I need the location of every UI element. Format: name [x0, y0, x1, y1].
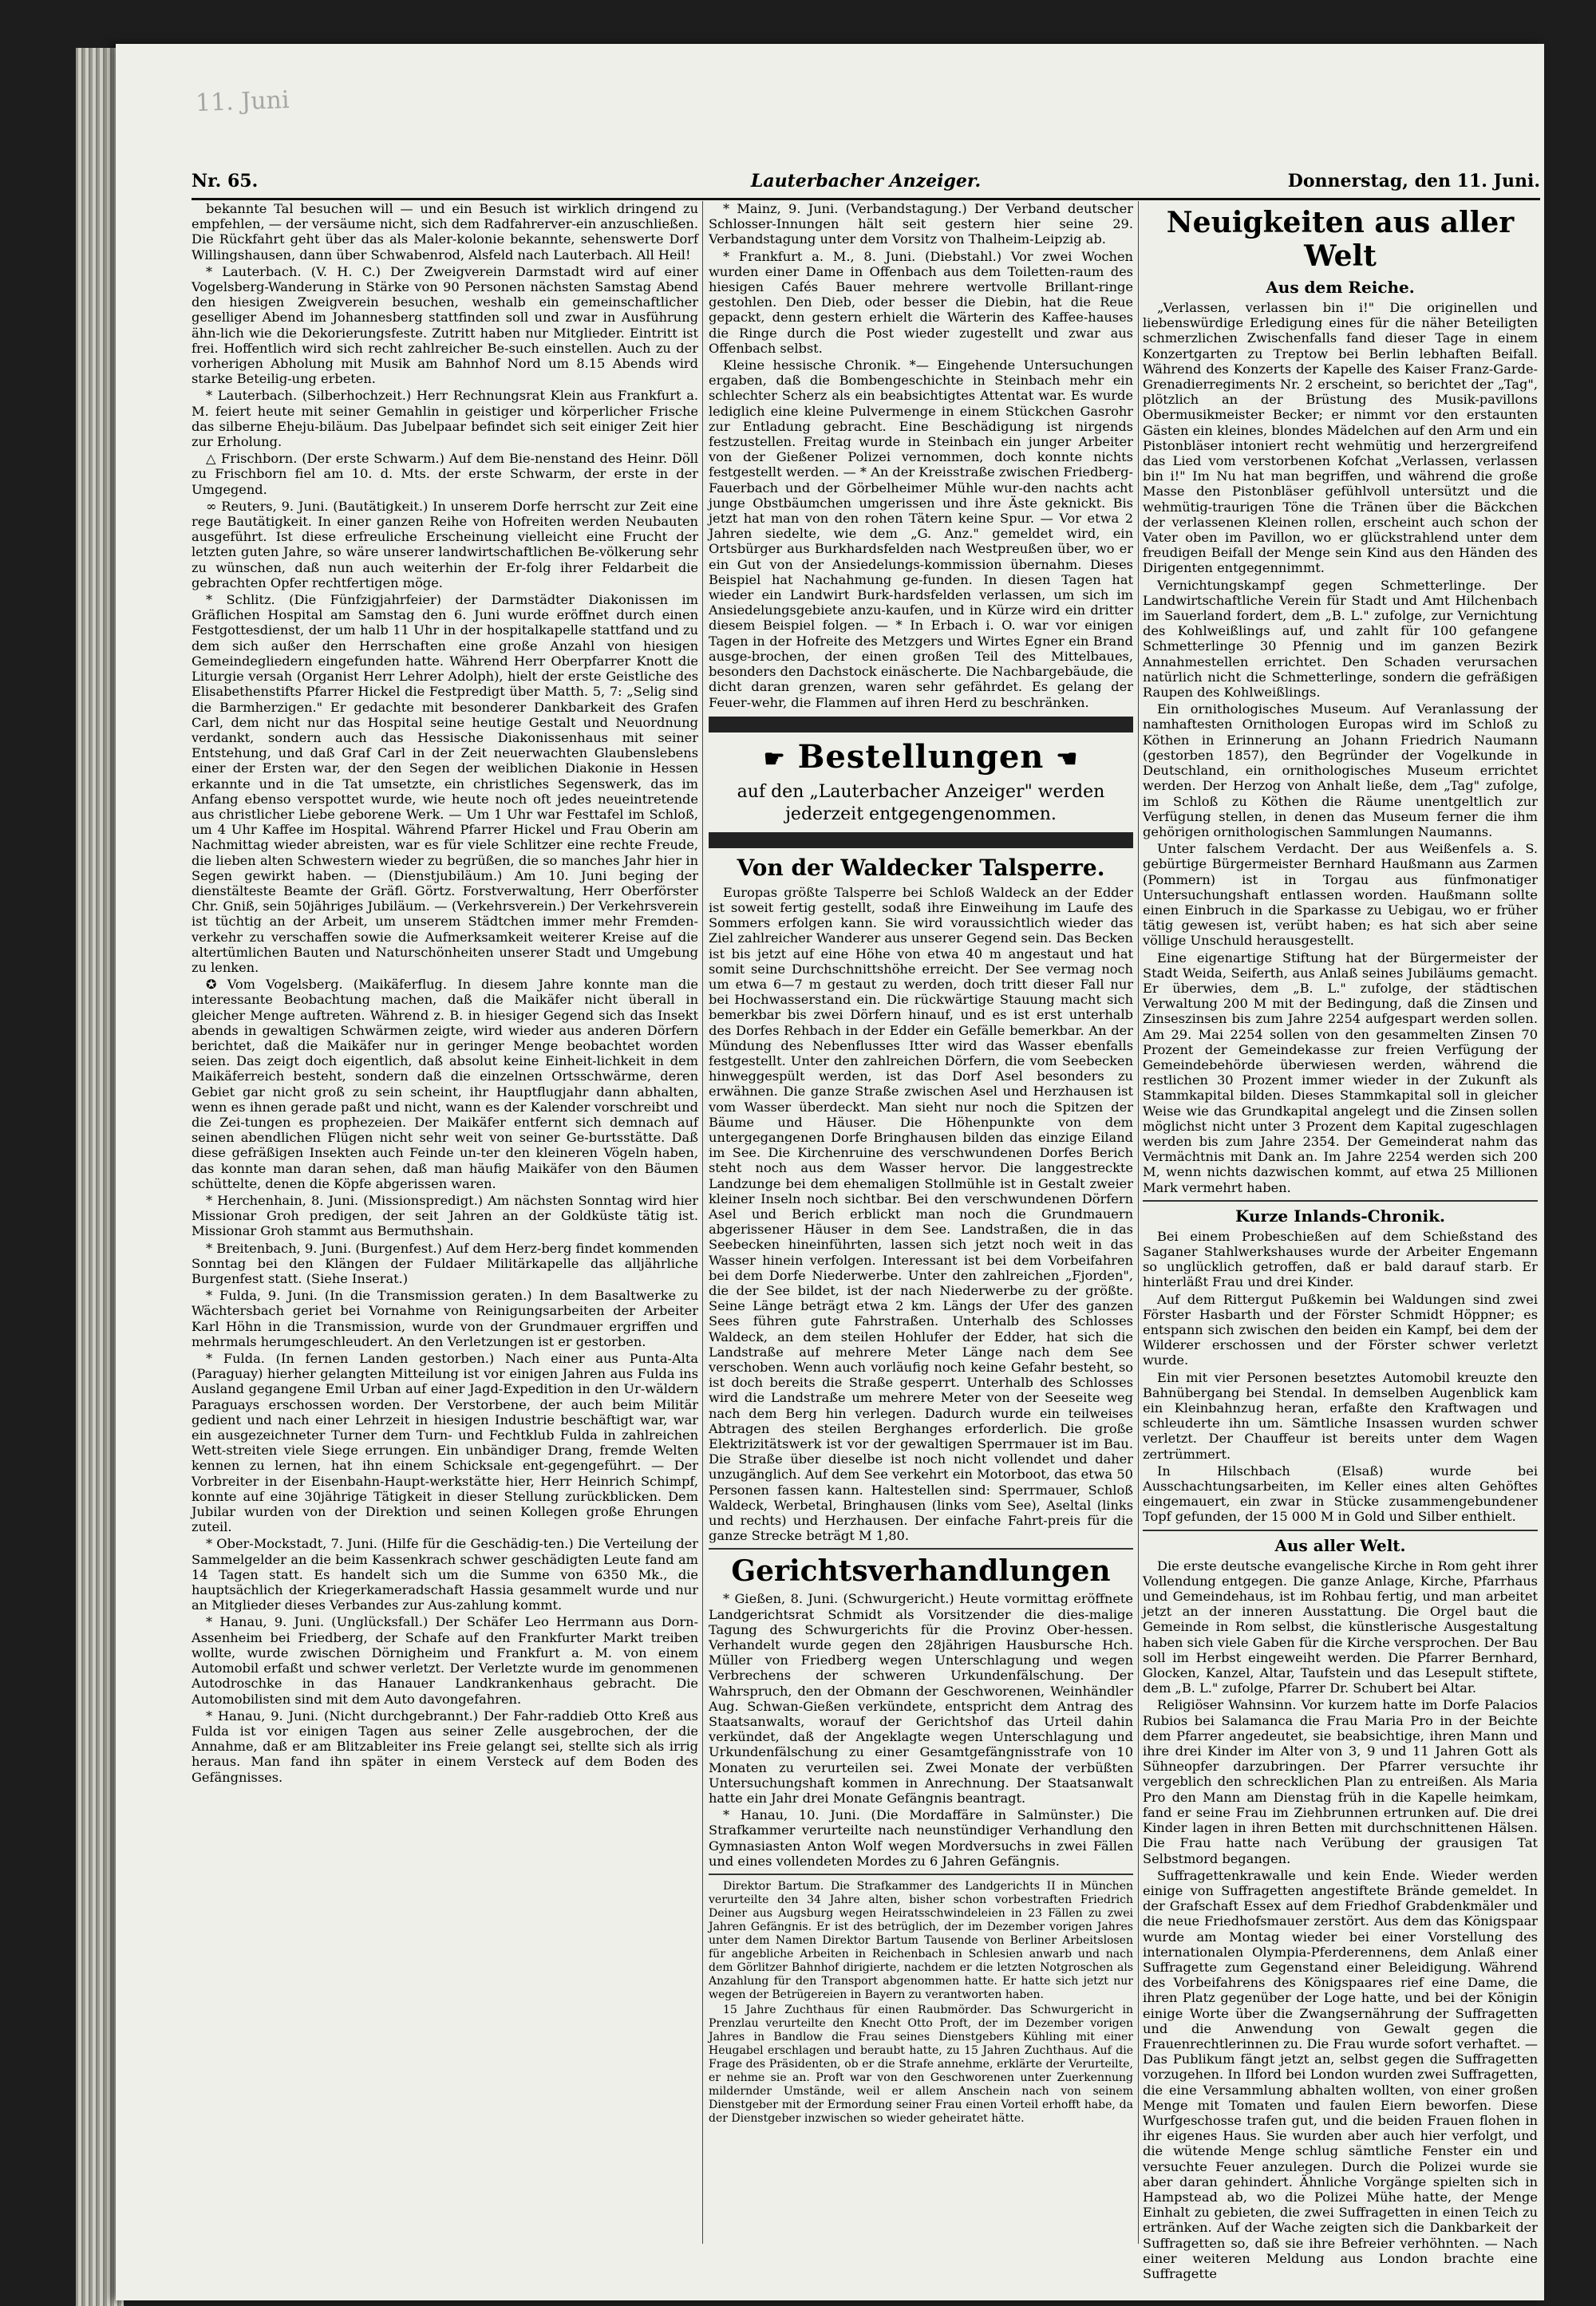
article: Bei einem Probeschießen auf dem Schießstand des Saganer Stahlwerkshauses wurde der Arbeiter Engemann so unglücklich getroffen, daß er bald darauf starb. Er hinterläßt Frau und drei Kinder.: [1143, 1228, 1538, 1290]
article: Unter falschem Verdacht. Der aus Weißenfels a. S. gebürtige Bürgermeister Bernhard Haußmann aus Zarmen (Pommern) ist in Torgau aus fünfmonatiger Untersuchungshaft entlassen worden. Haußmann sollte einen Einbruch in die Sparkasse zu Uebigau, wo er früher tätig gewesen ist, verübt haben; es hat sich aber seine völlige Unschuld herausgestellt.: [1143, 841, 1538, 949]
divider: [709, 1874, 1133, 1875]
article: ✪ Vom Vogelsberg. (Maikäferflug. In diesem Jahre konnte man die interessante Beobachtung machen, daß die Maikäfer nicht überall in gleicher Menge auftreten. Während z. B. in hiesiger Gegend sich das Insekt abends in gewaltigen Schwärmen zeigte, wird wieder aus anderen Dörfern berichtet, daß die Maikäfer nur in geringer Menge beobachtet worden seien. Das zeigt doch eigentlich, daß absolut keine Einheit-lichkeit in dem Maikäferreich besteht, sondern daß die einzelnen Ortsschwärme, deren Gebiet gar nicht groß zu sein scheint, ihr Hauptflugjahr dann abhalten, wenn es ihnen gerade paßt und nicht, wann es der Kalender vorschreibt und die Zei-tungen es prophezeien. Der Maikäfer entfernt sich demnach auf seinen abendlichen Flügen nicht sehr weit von seiner Ge-burtsstätte. Daß diese gefräßigen Insekten auch Feinde un-ter den kleineren Vögeln haben, das konnte man daran sehen, daß man häufig Maikäfer von den Bäumen schüttelte, denen die Köpfe abgerissen waren.: [192, 977, 698, 1191]
article: Religiöser Wahnsinn. Vor kurzem hatte im Dorfe Palacios Rubios bei Salamanca die Frau Maria Pro in der Beichte dem Pfarrer angedeutet, sie beabsichtige, ihren Mann und ihre drei Kinder im Alter von 3, 9 und 11 Jahren Gott als Sühneopfer darzubringen. Der Pfarrer versuchte ihr vergeblich den schrecklichen Plan zu entreißen. Als Maria Pro den Mann am Dienstag früh in die Kapelle heimkam, fand er seine Frau im Ziehbrunnen ertrunken auf. Die drei Kinder lagen in ihren Betten mit durchschnittenen Hälsen. Die Frau hatte nach Verübung der grausigen Tat Selbstmord begangen.: [1143, 1697, 1538, 1866]
column-rule: [702, 201, 703, 2244]
article: * Schlitz. (Die Fünfzigjahrfeier) der Darmstädter Diakonissen im Gräflichen Hospital am Samstag den 6. Juni wurde eröffnet durch einen Festgottesdienst, der um halb 11 Uhr in der hospitalkapelle stattfand und zu dem sich außer den Herrschaften eine große Anzahl von hiesigen Gemeindegliedern eingefunden hatte. Während Herr Oberpfarrer Knott die Liturgie versah (Organist Herr Lehrer Adolph), hielt der erste Geistliche des Elisabethenstifts Pfarrer Hickel die Festpredigt über Matth. 5, 7: „Selig sind die Barmherzigen." Er gedachte mit besonderer Dankbarkeit des Grafen Carl, dem nicht nur das Hospital seine heutige Gestalt und Neuordnung verdankt, sondern auch das Hessische Diakonissenhaus mit seiner Entstehung, und daß Graf Carl in der Zeit neuerwachten Glaubenslebens einer der Ersten war, der den Segen der weiblichen Diakonie in Hessen erkannte und in die Tat umsetzte, ein christliches Segenswerk, das im Anfang ebenso verspottet wurde, wie heute noch oft jedes neueintretende aus christlicher Liebe geborene Werk. — Um 1 Uhr war Festtafel im Schloß, um 4 Uhr Kaffee im Hospital. Während Pfarrer Hickel und Frau Oberin am Nachmittag wieder abreisten, war es für viele Schlitzer eine rechte Freude, die lieben alten Schwestern wieder zu begrüßen, die so manches Jahr hier in Segen gewirkt haben. — (Dienstjubiläum.) Am 10. Juni beging der dienstälteste Beamte der Gräfl. Görtz. Forstverwaltung, Herr Oberförster Chr. Gniß, sein 50jähriges Jubiläum. — (Verkehrsverein.) Der Verkehrsverein ist tüchtig an der Arbeit, um unserem Städtchen immer mehr Fremden-verkehr zu verschaffen sowie die Aufmerksamkeit weiterer Kreise auf die altertümlichen Bauten und Naturschönheiten unserer Stadt und Umgebung zu lenken.: [192, 592, 698, 975]
column-rule: [1138, 201, 1139, 2244]
article: * Fulda, 9. Juni. (In die Transmission geraten.) In dem Basaltwerke zu Wächtersbach geriet bei Vornahme von Reinigungsarbeiten der Arbeiter Karl Höhn in die Transmission, wurde von der Grundmauer ergriffen und mehrmals herumgeschleudert. An den Verletzungen ist er gestorben.: [192, 1288, 698, 1349]
article: * Breitenbach, 9. Juni. (Burgenfest.) Auf dem Herz-berg findet kommenden Sonntag bei den Klängen der Fuldaer Militärkapelle das alljährliche Burgenfest statt. (Siehe Inserat.): [192, 1240, 698, 1287]
ad-bar-bottom: [709, 832, 1133, 848]
article: ∞ Reuters, 9. Juni. (Bautätigkeit.) In unserem Dorfe herrscht zur Zeit eine rege Bautätigkeit. In einer ganzen Reihe von Hofreiten werden Neubauten ausgeführt. Ist diese erfreuliche Erscheinung vielleicht eine Frucht der letzten guten Jahre, so wäre unserer landwirtschaftlichen Be-völkerung sehr zu wünschen, daß nun auch weiterhin der Er-folg ihrer Feldarbeit die gebrachten Opfer rechtfertigen möge.: [192, 498, 698, 590]
ad-title: ☛ Bestellungen ☚: [763, 737, 1079, 776]
divider: [709, 1548, 1133, 1550]
article: Auf dem Rittergut Pußkemin bei Waldungen sind zwei Förster Hasbarth und der Förster Schmidt Höppner; es entspann sich zwischen den beiden ein Kampf, bei dem der Wilderer erschossen und der Förster schwer verletzt wurde.: [1143, 1291, 1538, 1368]
section-title: Aus aller Welt.: [1274, 1535, 1406, 1555]
issue-number: Nr. 65.: [192, 171, 259, 192]
article: * Lauterbach. (V. H. C.) Der Zweigverein Darmstadt wird auf einer Vogelsberg-Wanderung in Stärke von 90 Personen nächsten Samstag Abend den hiesigen Zweigverein besuchen, weshalb ein gemeinschaftlicher geselliger Abend im Johannesberg stattfinden soll und zwar in Ausführung ähn-lich wie die Dekorierungsfeste. Zutritt haben nur Mitglieder. Eintritt ist frei. Hoffentlich wird sich recht zahlreicher Be-such einstellen. Auch zu der vorherigen Abholung mit Musik am Bahnhof Nord um 8.15 Abends wird starke Beteilig-ung erbeten.: [192, 263, 698, 387]
article: * Hanau, 10. Juni. (Die Mordaffäre in Salmünster.) Die Strafkammer verurteilte nach neunstündiger Verhandlung den Gymnasiasten Anton Wolf wegen Mordversuchs in zwei Fällen und eines vollendeten Mordes zu 6 Jahren Gefängnis.: [709, 1807, 1133, 1869]
article: * Herchenhain, 8. Juni. (Missionspredigt.) Am nächsten Sonntag wird hier Missionar Groh predigen, der seit Jahren an der Goldküste tätig ist. Missionar Groh stammt aus Bermuthshain.: [192, 1193, 698, 1239]
article: * Lauterbach. (Silberhochzeit.) Herr Rechnungsrat Klein aus Frankfurt a. M. feiert heute mit seiner Gemahlin in geistiger und körperlicher Frische das silberne Eheju-biläum. Das Jubelpaar befindet sich seit einiger Zeit hier zur Erholung.: [192, 388, 698, 450]
section-title: Gerichtsverhandlungen: [731, 1554, 1111, 1589]
article: Vernichtungskampf gegen Schmetterlinge. Der Landwirtschaftliche Verein für Stadt und Amt Hilchenbach im Sauerland fordert, dem „B. L." zufolge, zur Vernichtung des Kohlweißlings auf, und zahlt für 100 gefangene Schmetterlinge 30 Pfennig und im ganzen Bezirk Annahmestellen errichtet. Den Schaden verursachen natürlich nicht die Schmetterlinge, sondern die gefräßigen Raupen des Kohlweißlings.: [1143, 577, 1538, 701]
section-subtitle: Aus dem Reiche.: [1266, 278, 1415, 297]
issue-date: Donnerstag, den 11. Juni.: [1287, 171, 1540, 192]
article: Suffragettenkrawalle und kein Ende. Wieder werden einige von Suffragetten angestiftete Brände gemeldet. In der Grafschaft Essex auf dem Friedhof Grabdenkmäler und die neue Friedhofsmauer zerstört. Aus dem das Königspaar wurde am Montag wieder bei einer Vorstellung des internationalen Olympia-Pferderennens, dem Anlaß einer Suffragette zum Gegenstand einer Beleidigung. Während des Vorbeifahrens des Königspaares rief eine Dame, die ihren Platz gegenüber der Loge hatte, und bei der Königin einige Worte über die Zwangsernährung der Suffragetten und die Anwendung von Gewalt gegen die Frauenrechtlerinnen zu. Die Frau wurde sofort verhaftet. — Das Publikum fängt jetzt an, selbst gegen die Suffragetten vorzugehen. In Ilford bei London wurden zwei Suffragetten, die eine Versammlung abhalten wollten, von einer großen Menge mit Tomaten und faulen Eiern beworfen. Diese Wurfgeschosse trafen gut, und die beiden Frauen flohen in ihr eigenes Haus. Sie wurden aber auch hier verfolgt, und die wütende Menge schlug sämtliche Fenster ein und versuchte Feuer anzulegen. Durch die Polizei wurde sie aber daran gehindert. Ähnliche Vorgänge spielten sich in Hampstead ab, wo die Polizei Mühe hatte, der Menge Einhalt zu gebieten, die zwei Suffragetten in einen Teich zu ertränken. Auf der Wache zeigten sich die Dankbarkeit der Suffragetten so, daß sie ihre Befreier verhöhnten. — Nach einer weiteren Meldung aus London brachte eine Suffragette: [1143, 1867, 1538, 2281]
article: Die erste deutsche evangelische Kirche in Rom geht ihrer Vollendung entgegen. Die ganze Anlage, Kirche, Pfarrhaus und Gemeindehaus, ist im Rohbau fertig, und man arbeitet jetzt an der inneren Ausstattung. Die Orgel baut die Gemeinde in Rom selbst, die künstlerische Ausgestaltung haben sich viele Gaben für die Kirche versprochen. Der Bau soll im Herbst eingeweiht werden. Die Pfarrer Bernhard, Glocken, Kanzel, Altar, Taufstein und das Lesepult stiftete, dem „B. L." zufolge, Pfarrer Dr. Schubert bei Altar.: [1143, 1558, 1538, 1696]
column-center: [709, 201, 1133, 2244]
divider: [1143, 1530, 1538, 1531]
article: Kleine hessische Chronik. *— Eingehende Untersuchungen ergaben, daß die Bombengeschichte in Steinbach mehr ein schlechter Scherz als ein beabsichtigtes Attentat war. Es wurde lediglich eine kleine Pulvermenge in einem Stückchen Gasrohr zur Entladung gebracht. Eine Beschädigung ist nirgends festzustellen. Freitag wurde in Steinbach ein junger Arbeiter von der Gießener Polizei vernommen, doch konnte nichts festgestellt werden. — * An der Kreisstraße zwischen Friedberg-Fauerbach und der Görbelheimer Mühle wur-den nachts acht junge Obstbäumchen umgerissen und ihre Äste geknickt. Bis jetzt hat man von den rohen Tätern keine Spur. — Vor etwa 2 Jahren siedelte, wie dem „G. Anz." gemeldet wird, ein Ortsbürger aus Burkhardsfelden nach Westpreußen über, wo er ein Gut von der Ansiedelungs-kommission übernahm. Dieses Beispiel hat Nachahmung ge-funden. In diesen Tagen hat wieder ein Landwirt Burk-hardsfelden verlassen, um sich im Ansiedelungsgebiete anzu-kaufen, und in Kürze wird ein dritter diesem Beispiel folgen. — * In Erbach i. O. war vor einigen Tagen in der Hofreite des Metzgers und Wirtes Egner ein Brand ausge-brochen, der einen großen Teil des Mittelbaues, besonders den Dachstock einäscherte. Die Nachbargebäude, die dicht daran grenzen, waren sehr gefährdet. Es gelang der Feuer-wehr, die Flammen auf ihren Herd zu beschränken.: [709, 357, 1133, 710]
article: Direktor Bartum. Die Strafkammer des Landgerichts II in München verurteilte den 34 Jahre alten, bisher schon vorbestraften Friedrich Deiner aus Augsburg wegen Heiratsschwindeleien in 23 Fällen zu zwei Jahren Gefängnis. Er ist des betrüglich, der im Dezember vorigen Jahres unter dem Namen Direktor Bartum Tausende von Berliner Arbeitslosen für angebliche Arbeiten in Reichenbach in Schlesien anwarb und nach dem Görlitzer Bahnhof dirigierte, nachdem er die letzten Notgroschen als Anzahlung für den Transport abgenommen hatte. Er hatte sich jetzt nur wegen der Betrügereien in Bayern zu verantworten haben.: [709, 1880, 1133, 2002]
ad-text: auf den „Lauterbacher Anzeiger" werden jederzeit entgegengenommen.: [737, 781, 1105, 824]
article: Europas größte Talsperre bei Schloß Waldeck an der Edder ist soweit fertig gestellt, sodaß ihre Einweihung im Laufe des Sommers erfolgen kann. Sie wird voraussichtlich wieder das Ziel zahlreicher Wanderer aus unserer Gegend sein. Das Becken ist bis jetzt auf eine Höhe von etwa 40 m angestaut und hat somit seine Durchschnittshöhe erreicht. Der See vermag noch um etwa 6—7 m gestaut zu werden, doch tritt dieser Fall nur bei Hochwasserstand ein. Die rückwärtige Stauung macht sich bemerkbar bis zwei Dörfern hinauf, und es ist erst unterhalb des Dorfes Rehbach in der Edder ein Gefälle bemerkbar. An der Mündung des Nebenflusses Itter wird das Wasser ebenfalls festgestellt. Unter den zahlreichen Dörfern, die vom Seebecken hinweggespült werden, ist das Dorf Asel besonders zu erwähnen. Die ganze Straße zwischen Asel und Herzhausen ist vom Wasser überdeckt. Man sieht nur noch die Spitzen der Bäume und Häuser. Die Höhenpunkte von dem untergegangenen Dorfe Bringhausen bilden das einzige Eiland im See. Die Kirchenruine des verschwundenen Dorfes Berich steht noch aus dem Wasser hervor. Die langgestreckte Landzunge bei dem ehemaligen Stollmühle ist in Gestalt zweier kleiner Inseln noch sichtbar. Bei den verschwundenen Dörfern Asel und Berich erblickt man noch die Grundmauern abgerissener Häuser in dem See. Landstraßen, die in das Seebecken hineinführten, lassen sich jetzt noch weit in das Wasser hinein verfolgen. Interessant ist bei dem Vorbeifahren bei dem Dorfe Niederwerbe. Unter den zahlreichen „Fjorden", die der See bildet, ist der nach Niederwerbe zu der größte. Seine Länge beträgt etwa 2 km. Längs der Ufer des ganzen Sees führen gute Fahrstraßen. Unterhalb des Schlosses Waldeck, an dem steilen Hohlufer der Edder, hat sich die Landstraße auf mehrere Meter Länge nach dem See verschoben. Wenn auch vorläufig noch keine Gefahr besteht, so ist doch bereits die Straße gesperrt. Unterhalb des Schlosses wird die Landstraße um mehrere Meter von der Seeseite weg nach dem Berg hin verlegen. Dadurch wurde ein teilweises Abtragen des steilen Berghanges erforderlich. Die große Elektrizitätswerk ist vor der gewaltigen Sperrmauer ist im Bau. Die Straße über dieselbe ist noch nicht vollendet und daher unzugänglich. Auf dem See verkehrt ein Motorboot, das etwa 50 Personen fassen kann. Haltestellen sind: Sperrmauer, Schloß Waldeck, Werbetal, Bringhausen (links vom See), Aseltal (links und rechts) und Herzhausen. Der einfache Fahrt-preis für die ganze Strecke beträgt M 1,80.: [709, 884, 1133, 1544]
ad-bar-top: [709, 717, 1133, 732]
article: * Mainz, 9. Juni. (Verbandstagung.) Der Verband deutscher Schlosser-Innungen hält seit gestern hier seine 29. Verbandstagung unter dem Vorsitz von Thalheim-Leipzig ab.: [709, 201, 1133, 247]
section-title: Kurze Inlands-Chronik.: [1235, 1206, 1445, 1226]
article: * Frankfurt a. M., 8. Juni. (Diebstahl.) Vor zwei Wochen wurden einer Dame in Offenbach aus dem Toiletten-raum des hiesigen Cafés Bauer mehrere wertvolle Brillant-ringe gestohlen. Den Dieb, oder besser die Diebin, hat die Reue gepackt, denn gestern erhielt die Wärterin des Kaffee-hauses die Ringe durch die Post wieder zugestellt und zwar aus Offenbach selbst.: [709, 248, 1133, 356]
column-world-news: [1143, 201, 1538, 2281]
article: * Hanau, 9. Juni. (Nicht durchgebrannt.) Der Fahr-raddieb Otto Kreß aus Fulda ist vor einigen Tagen aus seiner Zelle ausgebrochen, der die Annahme, daß er am Blitzableiter ins Freie gelangt sei, stellte sich als irrig heraus. Man fand ihn später in einem Versteck auf dem Boden des Gefängnisses.: [192, 1708, 698, 1785]
article: bekannte Tal besuchen will — und ein Besuch ist wirklich dringend zu empfehlen, — der versäume nicht, sich dem Radfahrerver-ein anzuschließen. Die Rückfahrt geht über das als Maler-kolonie bekannte, sehenswerte Dorf Willingshausen, dann über Schwabenrod, Alsfeld nach Lauterbach. All Heil!: [192, 201, 698, 263]
article: △ Frischborn. (Der erste Schwarm.) Auf dem Bie-nenstand des Heinr. Döll zu Frischborn fiel am 10. d. Mts. der erste Schwarm, der erste in der Umgegend.: [192, 451, 698, 497]
paper-title: Lauterbacher Anzeiger.: [750, 171, 982, 192]
article: Ein ornithologisches Museum. Auf Veranlassung der namhaftesten Ornithologen Europas wird im Schloß zu Köthen in Erinnerung an Johann Friedrich Naumann (gestorben 1857), den Begründer der Vogelkunde in Deutschland, ein ornithologisches Museum errichtet werden. Der Herzog von Anhalt ließe, dem „Tag" zufolge, im Schloß zu Köthen die Räume unentgeltlich zur Verfügung stellen, in denen das Museum ferner die ihm gehörigen ornithologischen Sammlungen Naumanns.: [1143, 701, 1538, 839]
masthead: [192, 168, 1540, 200]
article: * Fulda. (In fernen Landen gestorben.) Nach einer aus Punta-Alta (Paraguay) hierher gelangten Mitteilung ist vor einigen Jahren aus Fulda ins Ausland gegangene Emil Urban auf einer Jagd-Expedition in den Ur-wäldern Paraguays erschossen worden. Der Verstorbene, der auch beim Militär gedient und nach einer Lehrzeit in hiesigen Industrie beschäftigt war, war ein ausgezeichneter Turner dem Turn- und Fechtklub Fulda in zahlreichen Wett-streiten viele Siege errungen. Ein unbändiger Drang, fremde Welten kennen zu lernen, hat ihn einem Schicksale ent-gegengeführt. — Der Vorbreiter in der Eisenbahn-Haupt-werkstätte hier, Herr Heinrich Schimpf, konnte auf eine 30jährige Tätigkeit in dieser Stellung zurückblicken. Dem Jubilar wurden von der Direktion und seinen Kollegen große Ehrungen zuteil.: [192, 1351, 698, 1535]
pointing-hand-icon: ☛: [763, 744, 786, 773]
section-title: Neuigkeiten aus aller Welt: [1166, 206, 1515, 273]
article: Ein mit vier Personen besetztes Automobil kreuzte den Bahnübergang bei Stendal. In demselben Augenblick kam ein Kleinbahnzug heran, erfaßte den Kraftwagen und schleuderte ihn um. Sämtliche Insassen wurden schwer verletzt. Der Chauffeur ist bereits unter dem Wagen zertrümmert.: [1143, 1369, 1538, 1462]
article: Eine eigenartige Stiftung hat der Bürgermeister der Stadt Weida, Seiferth, aus Anlaß seines Jubiläums gemacht. Er überwies, dem „B. L." zufolge, der städtischen Verwaltung 200 M mit der Bedingung, daß die Zinsen und Zinseszinsen bis zum Jahre 2254 aufgespart werden sollen. Am 29. Mai 2254 sollen von den gesammelten Zinsen 70 Prozent der Gemeindekasse zur freien Verfügung der Gemeindebehörde überwiesen werden, während die restlichen 30 Prozent immer wieder in der Zukunft als Stammkapital bilden. Dieses Stammkapital soll in gleicher Weise wie das Grundkapital angelegt und die Zinsen sollen möglichst nicht unter 3 Prozent dem Kapital zugeschlagen werden bis zum Jahre 2354. Der Gemeinderat nahm das Vermächtnis mit Dank an. Im Jahre 2254 werden sich 200 M, wenn nichts dazwischen kommt, auf etwa 25 Millionen Mark vermehrt haben.: [1143, 950, 1538, 1195]
article: * Hanau, 9. Juni. (Unglücksfall.) Der Schäfer Leo Herrmann aus Dorn-Assenheim bei Friedberg, der Schafe auf den Frankfurter Markt treiben wollte, wurde zwischen Dörnigheim und Frankfurt a. M. von einem Automobil erfaßt und schwer verletzt. Der Verletzte wurde im genommenen Autodroschke in das Hanauer Landkrankenhaus gebracht. Die Automobilisten sind mit dem Auto davongefahren.: [192, 1614, 698, 1707]
column-local-news: [192, 201, 698, 2244]
article: 15 Jahre Zuchthaus für einen Raubmörder. Das Schwurgericht in Prenzlau verurteilte den Knecht Otto Proft, der im Dezember vorigen Jahres in Bandlow die Frau seines Dienstgebers Kühling mit einer Heugabel erschlagen und beraubt hatte, zu 15 Jahren Zuchthaus. Auf die Frage des Präsidenten, ob er die Strafe annehme, erklärte der Verurteilte, er nehme sie an. Proft war von den Geschworenen unter Zuerkennung mildernder Umstände, weil er allem Anschein nach von seinem Dienstgeber mit der Ermordung seiner Frau einen Vorteil erhofft habe, da der Dienstgeber inzwischen so wieder geheiratet hätte.: [709, 2004, 1133, 2126]
article: In Hilschbach (Elsaß) wurde bei Ausschachtungsarbeiten, im Keller eines alten Gehöftes eingemauert, ein zwar in Stücke zusammengebundener Topf gefunden, der 15 000 M in Gold und Silber enthielt.: [1143, 1463, 1538, 1525]
article: * Gießen, 8. Juni. (Schwurgericht.) Heute vormittag eröffnete Landgerichtsrat Schmidt als Vorsitzender die dies-malige Tagung des Schwurgerichts für die Provinz Ober-hessen. Verhandelt wurde gegen den 28jährigen Hausbursche Hch. Müller von Friedberg wegen Unterschlagung und wegen Verbrechens der schweren Urkundenfälschung. Der Wahrspruch, den der Obmann der Geschworenen, Weinhändler Aug. Schwan-Gießen verkündete, entspricht dem Antrag des Staatsanwalts, worauf der Gerichtshof das Urteil dahin verkündet, daß der Angeklagte wegen Unterschlagung und Urkundenfälschung zu einer Gesamtgefängnisstrafe von 10 Monaten zu verurteilen sei. Zwei Monate der verbüßten Untersuchungshaft kommen in Anrechnung. Der Staatsanwalt hatte ein Jahr drei Monate Gefängnis beantragt.: [709, 1591, 1133, 1806]
handwritten-stamp: 11. Juni: [195, 85, 290, 118]
divider: [1143, 1200, 1538, 1202]
pointing-hand-icon: ☚: [1056, 744, 1079, 773]
article: „Verlassen, verlassen bin i!" Die originellen und liebenswürdige Erledigung eines für die näher Beteiligten schmerzlichen Zwischenfalls fand dieser Tage in einem Konzertgarten zu Treptow bei Berlin lebhaften Beifall. Während des Konzerts der Kapelle des Kaiser Franz-Garde-Grenadierregiments Nr. 2 erscheint, so berichtet der „Tag", plötzlich an der Brüstung des Musik-pavillons Obermusikmeister Becker; er nimmt vor den erstaunten Gästen ein kleines, blondes Mädelchen auf den Arm und ein Pistonbläser intoniert recht wehmütig und herzergreifend das Lied vom verstorbenen Kofchat „Verlassen, verlassen bin i!" Im Nu hat man begriffen, und während die große Masse den Pistonbläser gefühlvoll untersützt und die wehmütig-traurigen Töne die Tränen über die Bäckchen der verlassenen Kleinen rollen, erscheint auch schon der Vater oben im Pavillon, wo er glückstrahlend unter dem freudigen Beifall der Menge sein Kind aus den Händen des Dirigenten entgegennimmt.: [1143, 300, 1538, 576]
article: * Ober-Mockstadt, 7. Juni. (Hilfe für die Geschädig-ten.) Die Verteilung der Sammelgelder an die beim Kassenkrach schwer geschädigten Leute fand am 14 Tagen statt. Es handelt sich um die Summe von 6350 Mk., die hauptsächlich der Kriegerkameradschaft Hassia gesammelt wurde und nur an Mitglieder dieses Verbandes zur Aus-zahlung kommt.: [192, 1536, 698, 1613]
section-title: Von der Waldecker Talsperre.: [737, 854, 1105, 881]
